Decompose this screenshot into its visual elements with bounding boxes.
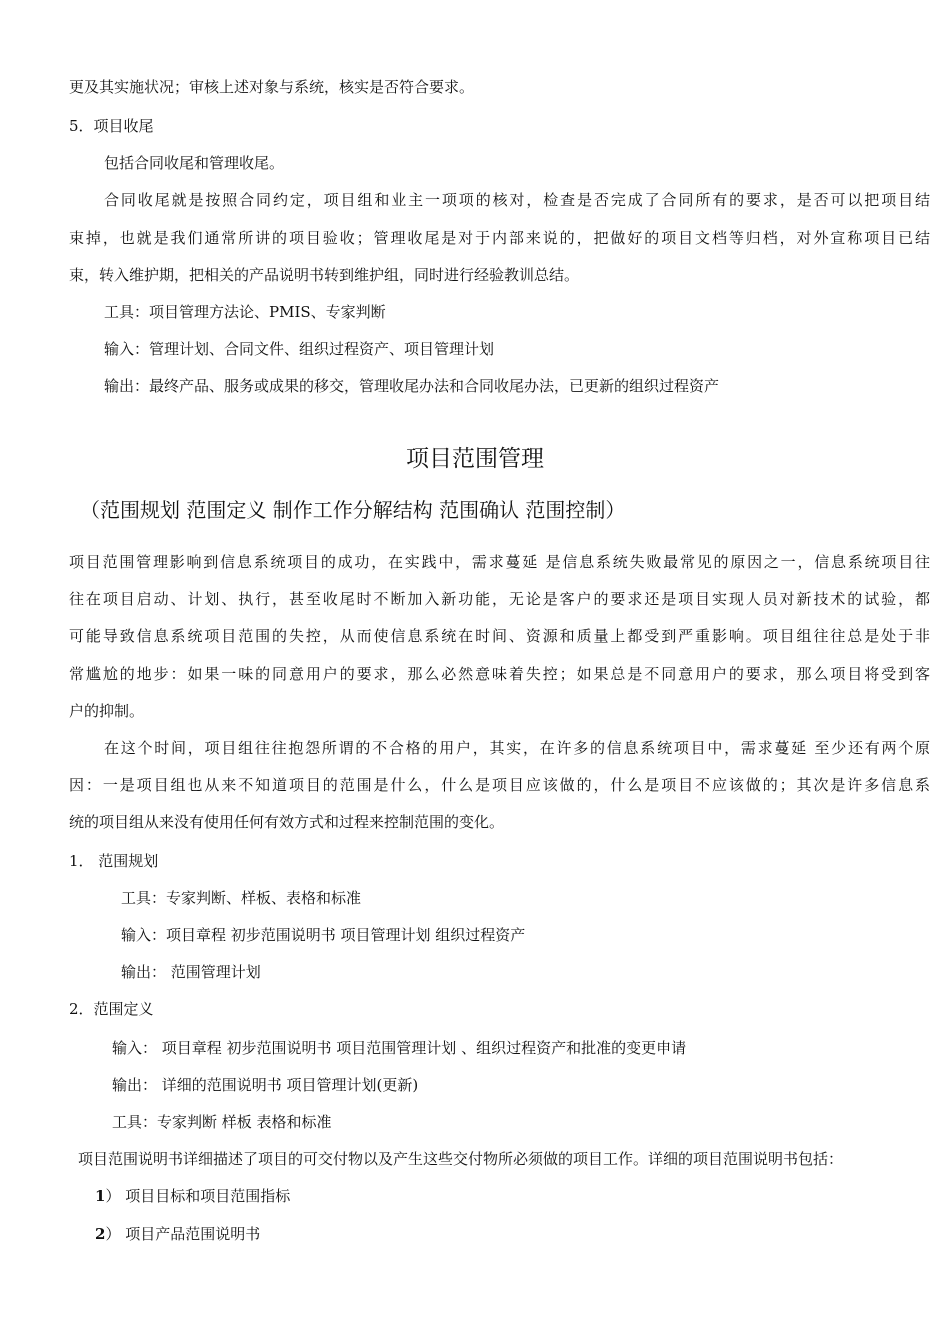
text-line: 合同收尾就是按照合同约定，项目组和业主一项项的核对，检查是否完成了合同所有的要求，是否可以把项目结 — [104, 191, 930, 209]
text-line: 输出：最终产品、服务或成果的移交，管理收尾办法和合同收尾办法，已更新的组织过程资产 — [104, 377, 720, 395]
section-heading: 2．范围定义 — [69, 1000, 154, 1018]
text-line: 往在项目启动、计划、执行，甚至收尾时不断加入新功能，无论是客户的要求还是项目实现人员对新技术的试验，都 — [69, 590, 930, 608]
list-item-label: ） 项目产品范围说明书 — [105, 1225, 261, 1243]
text-line: 工具：专家判断、样板、表格和标准 — [121, 889, 362, 907]
page-subtitle: （范围规划 范围定义 制作工作分解结构 范围确认 范围控制） — [80, 498, 626, 522]
page-title: 项目范围管理 — [406, 446, 544, 472]
text-line: 输入：管理计划、合同文件、组织过程资产、项目管理计划 — [104, 340, 495, 358]
text-line: 常尴尬的地步：如果一味的同意用户的要求，那么必然意味着失控；如果总是不同意用户的要求，那么项目将受到客 — [69, 665, 930, 683]
text-line: 项目范围说明书详细描述了项目的可交付物以及产生这些交付物所必须做的项目工作。详细的项目范围说明书包括： — [78, 1150, 844, 1168]
list-item — [95, 1223, 260, 1245]
text-line: 束，转入维护期，把相关的产品说明书转到维护组，同时进行经验教训总结。 — [69, 266, 580, 284]
text-line: 因：一是项目组也从来不知道项目的范围是什么，什么是项目应该做的，什么是项目不应该做的；其次是许多信息系 — [69, 776, 930, 794]
text-line: 束掉，也就是我们通常所讲的项目验收；管理收尾是对于内部来说的，把做好的项目文档等归档，对外宣称项目已结 — [69, 229, 930, 247]
list-item-label: ） 项目目标和项目范围指标 — [105, 1187, 291, 1205]
text-line: 户的抑制。 — [69, 702, 145, 720]
text-line: 更及其实施状况；审核上述对象与系统，核实是否符合要求。 — [69, 78, 475, 96]
text-line: 输出： 范围管理计划 — [121, 963, 261, 981]
text-line: 可能导致信息系统项目范围的失控，从而使信息系统在时间、资源和质量上都受到严重影响。项目组往往总是处于非 — [69, 627, 930, 645]
text-line: 项目范围管理影响到信息系统项目的成功，在实践中，需求蔓延 是信息系统失败最常见的原因之一，信息系统项目往 — [69, 553, 930, 571]
list-item-number: 1 — [95, 1187, 106, 1205]
text-line: 输出： 详细的范围说明书 项目管理计划(更新) — [112, 1076, 419, 1094]
text-line: 包括合同收尾和管理收尾。 — [104, 154, 285, 172]
text-line: 统的项目组从来没有使用任何有效方式和过程来控制范围的变化。 — [69, 813, 505, 831]
list-item-number: 2 — [95, 1225, 106, 1243]
section-heading: 5．项目收尾 — [69, 117, 154, 135]
text-line: 输入：项目章程 初步范围说明书 项目管理计划 组织过程资产 — [121, 926, 526, 944]
section-heading: 1． 范围规划 — [69, 852, 159, 870]
text-line: 工具：专家判断 样板 表格和标准 — [112, 1113, 332, 1131]
list-item — [95, 1185, 290, 1207]
text-line: 工具：项目管理方法论、PMIS、专家判断 — [104, 303, 386, 321]
text-line: 输入： 项目章程 初步范围说明书 项目范围管理计划 、组织过程资产和批准的变更申请 — [112, 1039, 687, 1057]
text-line: 在这个时间，项目组往往抱怨所谓的不合格的用户，其实，在许多的信息系统项目中，需求蔓延 至少还有两个原 — [104, 739, 930, 757]
